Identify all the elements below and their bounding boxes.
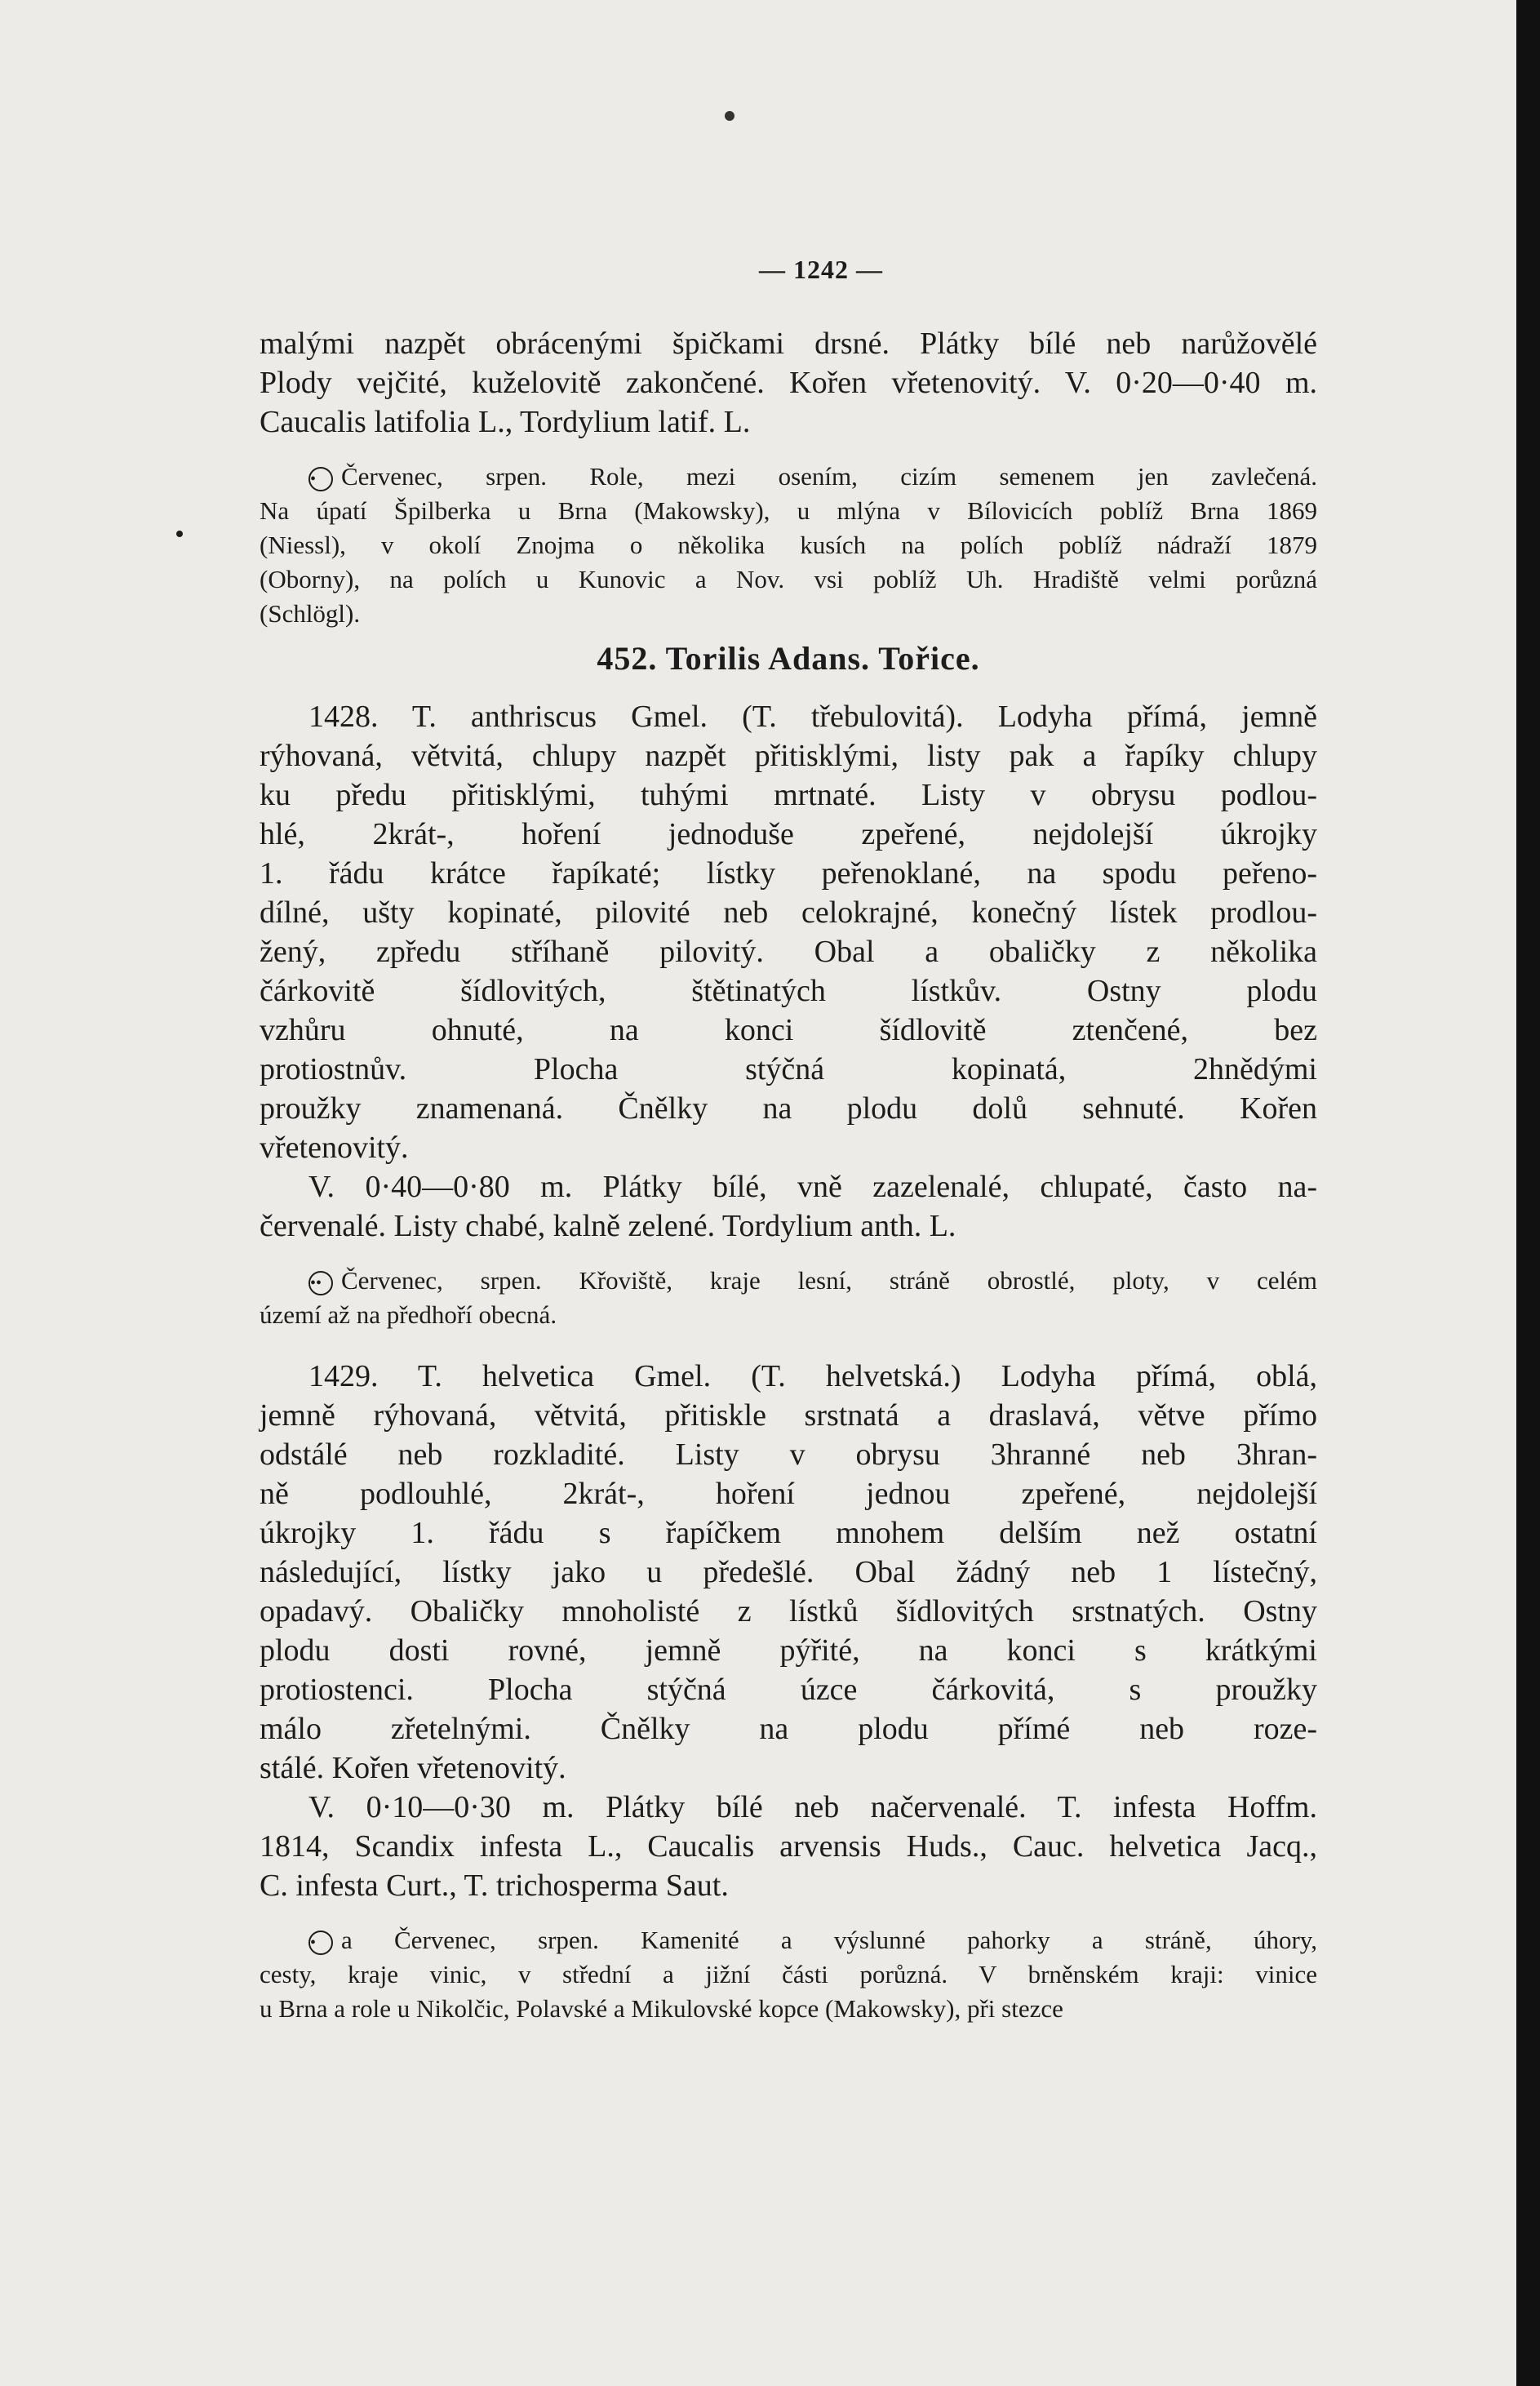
intro-locality — [260, 460, 1317, 631]
annual-symbol-icon: • — [308, 467, 333, 491]
text-line: hlé, 2krát-, hoření jednoduše zpeřené, nejdolejší úkrojky — [260, 817, 1317, 851]
annual-symbol-icon: • — [308, 1931, 333, 1955]
text-line: opadavý. Obaličky mnoholisté z lístků šídlovitých srstnatých. Ostny — [260, 1594, 1317, 1628]
species-1429 — [260, 1357, 1317, 1905]
text-line: 1. řádu krátce řapíkaté; lístky peřenoklané, na spodu peřeno- — [260, 856, 1317, 891]
text-line: • Červenec, srpen. Role, mezi osením, cizím semenem jen zavlečená. — [310, 462, 1317, 491]
text-line: stálé. Kořen vřetenovitý. — [260, 1751, 566, 1785]
text-line: u Brna a role u Nikolčic, Polavské a Mikulovské kopce (Makowsky), při stezce — [260, 1994, 1063, 2023]
text-line: V. 0·40—0·80 m. Plátky bílé, vně zazelenalé, chlupaté, často na- — [308, 1170, 1317, 1204]
text-line: malými nazpět obrácenými špičkami drsné. Plátky bílé neb narůžovělé — [260, 327, 1317, 361]
text-line: V. 0·10—0·30 m. Plátky bílé neb načervenalé. T. infesta Hoffm. — [308, 1790, 1317, 1824]
scan-edge — [1516, 0, 1540, 2386]
text-line: úkrojky 1. řádu s řapíčkem mnohem delším než ostatní — [260, 1516, 1317, 1550]
text-line: proužky znamenaná. Čnělky na plodu dolů sehnuté. Kořen — [260, 1091, 1317, 1126]
text-line: vzhůru ohnuté, na konci šídlovitě ztenčené, bez — [260, 1013, 1317, 1047]
text-line: území až na předhoří obecná. — [260, 1300, 557, 1329]
text-line: ně podlouhlé, 2krát-, hoření jednou zpeřené, nejdolejší — [260, 1477, 1317, 1511]
text-line: vřetenovitý. — [260, 1131, 409, 1165]
species-1428 — [260, 697, 1317, 1246]
text-line: C. infesta Curt., T. trichosperma Saut. — [260, 1868, 729, 1903]
text-line: (Niessl), v okolí Znojma o několika kusích na polích poblíž nádraží 1879 — [260, 531, 1317, 559]
text-line: protiostenci. Plocha stýčná úzce čárkovitá, s proužky — [260, 1673, 1317, 1707]
text-line: ku předu přitisklými, tuhými mrtnaté. Listy v obrysu podlou- — [260, 778, 1317, 812]
biennial-symbol-icon: •• — [308, 1271, 333, 1295]
species-1428-locality — [260, 1264, 1317, 1332]
text-line: žený, zpředu stříhaně pilovitý. Obal a obaličky z několika — [260, 935, 1317, 969]
text-line: dílné, ušty kopinaté, pilovité neb celokrajné, konečný lístek prodlou- — [260, 895, 1317, 930]
margin-dot — [176, 531, 183, 537]
text-line: • a Červenec, srpen. Kamenité a výslunné pahorky a stráně, úhory, — [310, 1926, 1317, 1954]
text-line: Plody vejčité, kuželovitě zakončené. Kořen vřetenovitý. V. 0·20—0·40 m. — [260, 366, 1317, 400]
text-line: červenalé. Listy chabé, kalně zelené. Tordylium anth. L. — [260, 1209, 956, 1243]
text-line: 1814, Scandix infesta L., Caucalis arvensis Huds., Cauc. helvetica Jacq., — [260, 1829, 1317, 1864]
text-line: odstálé neb rozkladité. Listy v obrysu 3hranné neb 3hran- — [260, 1437, 1317, 1472]
text-line: jemně rýhovaná, větvitá, přitiskle srstnatá a draslavá, větve přímo — [260, 1398, 1317, 1433]
text-line: (Schlögl). — [260, 599, 361, 628]
page-number: — 1242 — — [759, 255, 883, 284]
intro-paragraph — [260, 324, 1317, 442]
text-line: •• Červenec, srpen. Křoviště, kraje lesní, stráně obrostlé, ploty, v celém — [310, 1266, 1317, 1295]
text-line: Caucalis latifolia L., Tordylium latif. L. — [260, 405, 751, 439]
text-line: plodu dosti rovné, jemně pýřité, na konci s krátkými — [260, 1633, 1317, 1668]
text-line: rýhovaná, větvitá, chlupy nazpět přitisklými, listy pak a řapíky chlupy — [260, 739, 1317, 773]
text-line: cesty, kraje vinic, v střední a jižní části porůzná. V brněnském kraji: vinice — [260, 1960, 1317, 1988]
text-line: čárkovitě šídlovitých, štětinatých lístkův. Ostny plodu — [260, 974, 1317, 1008]
text-line: následující, lístky jako u předešlé. Obal žádný neb 1 lístečný, — [260, 1555, 1317, 1589]
genus-heading: 452. Torilis Adans. Tořice. — [597, 640, 980, 677]
text-line: 1429. T. helvetica Gmel. (T. helvetská.) Lodyha přímá, oblá, — [308, 1359, 1317, 1393]
text-line: Na úpatí Špilberka u Brna (Makowsky), u mlýna v Bílovicích poblíž Brna 1869 — [260, 496, 1317, 525]
text-column — [260, 255, 1317, 2026]
ink-spot — [725, 111, 734, 121]
species-1429-locality — [260, 1923, 1317, 2026]
text-line: protiostnův. Plocha stýčná kopinatá, 2hnědými — [260, 1052, 1317, 1086]
text-line: 1428. T. anthriscus Gmel. (T. třebulovitá). Lodyha přímá, jemně — [308, 700, 1317, 734]
text-line: (Oborny), na polích u Kunovic a Nov. vsi poblíž Uh. Hradiště velmi porůzná — [260, 565, 1317, 593]
text-line: málo zřetelnými. Čnělky na plodu přímé neb roze- — [260, 1712, 1317, 1746]
